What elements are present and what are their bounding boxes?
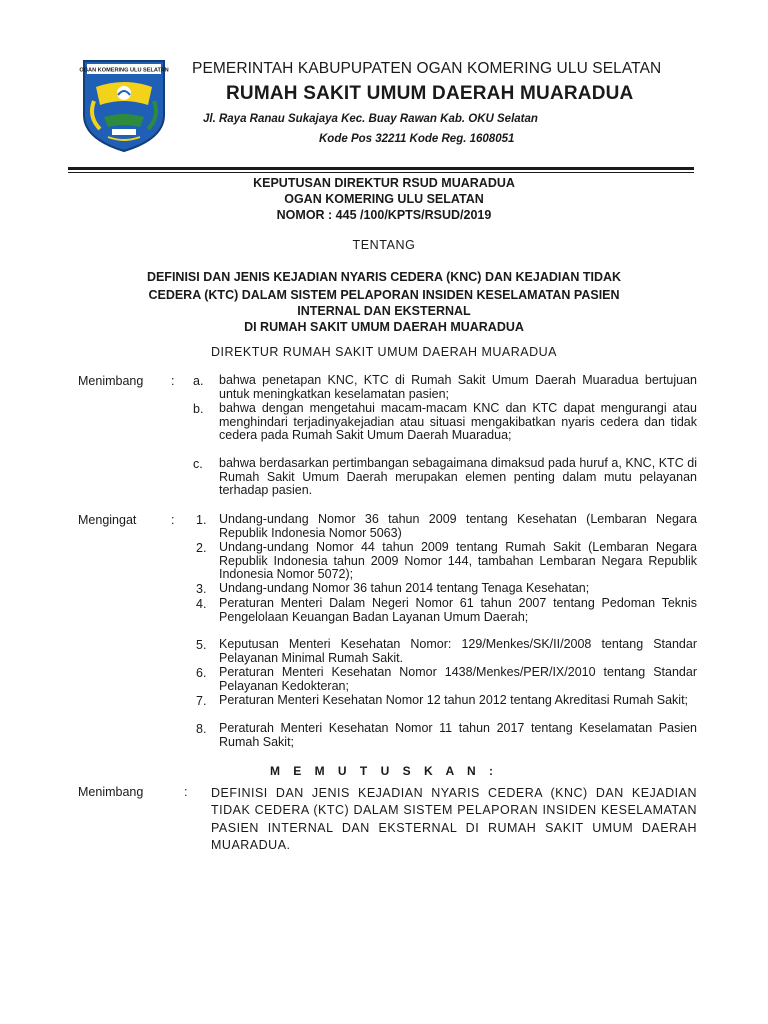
decree-title-line-1: KEPUTUSAN DIREKTUR RSUD MUARADUA <box>253 176 515 190</box>
mengingat-item-text: Peraturah Menteri Kesehatan Nomor 11 tahun 2017 tentang Keselamatan Pasien Rumah Sakit; <box>219 721 697 749</box>
menimbang-item-mark: a. <box>193 374 204 388</box>
subject-line-1: DEFINISI DAN JENIS KEJADIAN NYARIS CEDERA (KNC) DAN KEJADIAN TIDAK <box>146 270 622 284</box>
menimbang-item-mark: b. <box>193 402 204 416</box>
mengingat-item-text: Peraturan Menteri Dalam Negeri Nomor 61 tahun 2007 tentang Pedoman Teknis Pengelolaan Keuangan Badan Layanan Umum Daerah; <box>219 596 697 624</box>
regency-crest-logo <box>78 57 170 153</box>
mengingat-colon: : <box>171 513 175 527</box>
mengingat-label: Mengingat <box>78 513 137 527</box>
menimbang-colon: : <box>171 374 175 388</box>
mengingat-item-mark: 2. <box>196 541 207 555</box>
menimbang-label: Menimbang <box>78 374 144 388</box>
director-heading: DIREKTUR RUMAH SAKIT UMUM DAERAH MUARADUA <box>211 345 557 359</box>
letterhead-rule-thin <box>68 172 694 173</box>
keputusan-label: Menimbang <box>78 785 144 799</box>
tentang-heading: TENTANG <box>352 238 416 252</box>
government-name: PEMERINTAH KABUPUPATEN OGAN KOMERING ULU SELATAN <box>192 60 662 77</box>
mengingat-item-mark: 4. <box>196 597 207 611</box>
menimbang-item-text: bahwa dengan mengetahui macam-macam KNC dan KTC dapat mengurangi atau menghindari terjadinyakejadian atau situasi mengakibatkan nyaris cedera dan tidak cedera pada Rumah Sakit Umum Daerah Muaradua; <box>219 401 697 443</box>
mengingat-item-mark: 3. <box>196 582 207 596</box>
mengingat-item-text: Peraturan Menteri Kesehatan Nomor 1438/Menkes/PER/IX/2010 tentang Standar Pelayanan Kedokteran; <box>219 665 697 693</box>
subject-line-3: INTERNAL DAN EKSTERNAL <box>297 304 471 318</box>
menimbang-item-text: bahwa penetapan KNC, KTC di Rumah Sakit Umum Daerah Muaradua bertujuan untuk meningkatkan keselamatan pasien; <box>219 373 697 401</box>
letterhead-rule-thick <box>68 167 694 170</box>
postal-code: Kode Pos 32211 Kode Reg. 1608051 <box>319 133 515 145</box>
decree-number: NOMOR : 445 /100/KPTS/RSUD/2019 <box>276 208 492 222</box>
subject-line-4: DI RUMAH SAKIT UMUM DAERAH MUARADUA <box>244 320 524 334</box>
subject-line-2: CEDERA (KTC) DALAM SISTEM PELAPORAN INSIDEN KESELAMATAN PASIEN <box>148 288 620 302</box>
decree-title-line-2: OGAN KOMERING ULU SELATAN <box>284 192 484 206</box>
mengingat-item-mark: 6. <box>196 666 207 680</box>
keputusan-colon: : <box>184 785 188 799</box>
mengingat-item-text: Undang-undang Nomor 44 tahun 2009 tentang Rumah Sakit (Lembaran Negara Republik Indonesia tahun 2009 Nomor 144, tambahan Lembaran Negara Republik Indonesia Nomor 5072); <box>219 540 697 582</box>
svg-text:OGAN KOMERING ULU SELATAN: OGAN KOMERING ULU SELATAN <box>79 67 169 74</box>
mengingat-item-text: Keputusan Menteri Kesehatan Nomor: 129/Menkes/SK/II/2008 tentang Standar Pelayanan Minimal Rumah Sakit. <box>219 637 697 665</box>
mengingat-item-mark: 7. <box>196 694 207 708</box>
keputusan-text: DEFINISI DAN JENIS KEJADIAN NYARIS CEDERA (KNC) DAN KEJADIAN TIDAK CEDERA (KTC) DALAM SISTEM PELAPORAN INSIDEN KESELAMATAN PASIEN INTERNAL DAN EKSTERNAL DI RUMAH SAKIT UMUM DAERAH MUARADUA. <box>211 786 697 853</box>
hospital-name: RUMAH SAKIT UMUM DAERAH MUARADUA <box>226 83 634 104</box>
menimbang-item-text: bahwa berdasarkan pertimbangan sebagaimana dimaksud pada huruf a, KNC, KTC di Rumah Sakit Umum Daerah merupakan elemen penting dalam mutu pelayanan terhadap pasien. <box>219 456 697 498</box>
mengingat-item-mark: 1. <box>196 513 207 527</box>
memutuskan-heading: M E M U T U S K A N : <box>269 764 499 778</box>
mengingat-item-mark: 8. <box>196 722 207 736</box>
mengingat-item-mark: 5. <box>196 638 207 652</box>
mengingat-item-text: Peraturan Menteri Kesehatan Nomor 12 tahun 2012 tentang Akreditasi Rumah Sakit; <box>219 693 689 707</box>
menimbang-item-mark: c. <box>193 457 203 471</box>
mengingat-item-text: Undang-undang Nomor 36 tahun 2014 tentang Tenaga Kesehatan; <box>219 581 590 595</box>
hospital-address: Jl. Raya Ranau Sukajaya Kec. Buay Rawan Kab. OKU Selatan <box>203 113 538 125</box>
mengingat-item-text: Undang-undang Nomor 36 tahun 2009 tentang Kesehatan (Lembaran Negara Republik Indonesia Nomor 5063) <box>219 512 697 540</box>
